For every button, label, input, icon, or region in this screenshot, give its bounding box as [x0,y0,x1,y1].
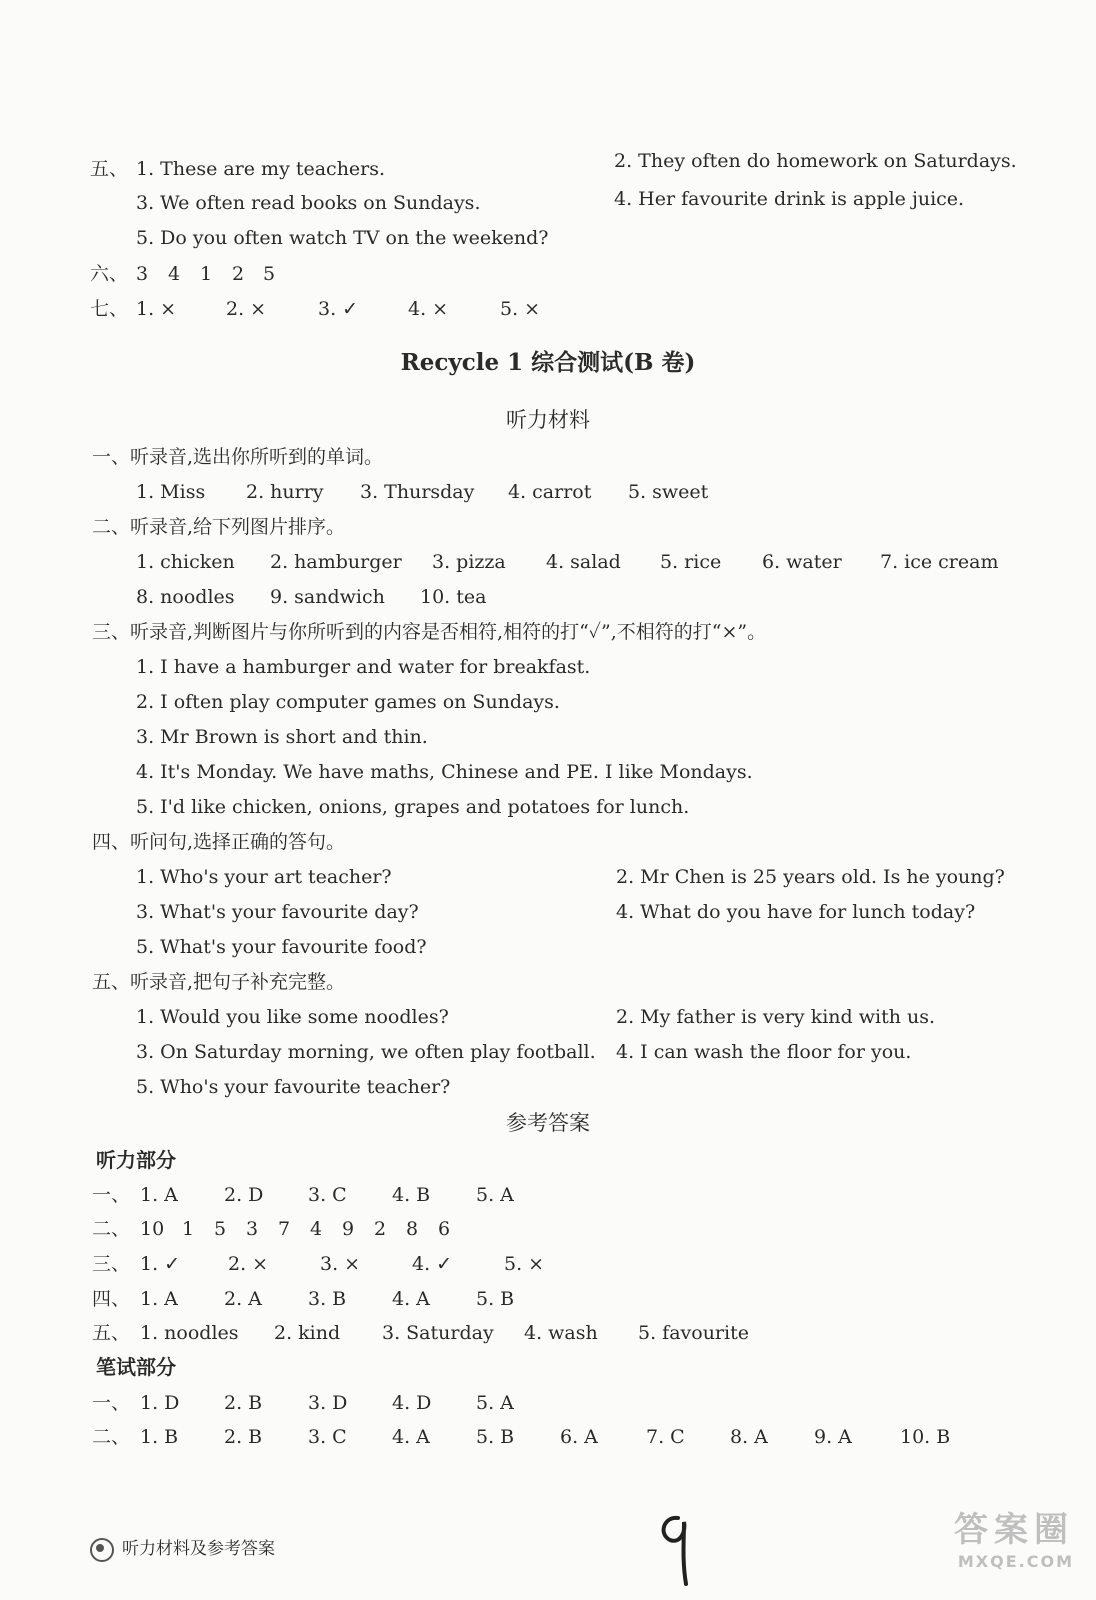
listening-answer-row-3 [0,1247,1096,1281]
answer-item: 2. kind [274,1322,341,1344]
prev-part7-item: 4. × [408,298,449,320]
answer-prefix: 一、 [92,1184,131,1206]
prev-part6-answer: 5 [263,263,276,285]
listening-heading: 听力材料 [506,408,590,432]
q5-item: 5. Who's your favourite teacher? [136,1076,451,1098]
prev-part5-item: 3. We often read books on Sundays. [136,192,481,214]
prev-part6-answer: 3 [136,263,149,285]
answer-item: 3. B [308,1288,347,1310]
answer-item: 6. A [560,1426,598,1448]
answer-prefix: 四、 [92,1288,131,1310]
q4-item: 2. Mr Chen is 25 years old. Is he young? [616,866,1005,888]
answer-item: 5. A [476,1392,514,1414]
prev-part6-answer: 2 [232,263,245,285]
answer-item: 4. D [392,1392,432,1414]
q5-item: 2. My father is very kind with us. [616,1006,936,1028]
prev-part6-prefix: 六、 [90,263,129,285]
q3-item: 2. I often play computer games on Sundays. [136,691,560,713]
footer-text: 听力材料及参考答案 [122,1539,275,1559]
q2-item: 6. water [762,551,842,573]
prev-part5-item: 1. These are my teachers. [136,158,386,180]
test-title: Recycle 1 综合测试(B 卷) [400,349,696,376]
answer-item: 3. D [308,1392,348,1414]
answer-item: 7 [278,1218,291,1240]
page-footer [90,1532,275,1566]
listening-answer-row-4 [0,1282,1096,1316]
listening-answer-row-2 [0,1212,1096,1246]
listening-answer-row-5 [0,1316,1096,1350]
answer-item: 2. B [224,1426,263,1448]
q1-item: 5. sweet [628,481,709,503]
answer-item: 4. B [392,1184,431,1206]
q3-item-row [0,685,1096,719]
answer-item: 1. noodles [140,1322,239,1344]
q3-item-row [0,755,1096,789]
prev-part5-item: 5. Do you often watch TV on the weekend? [136,227,549,249]
answer-item: 10 [140,1218,165,1240]
q4-items-row-2 [0,895,1096,929]
answer-item: 4. ✓ [412,1253,453,1275]
answers-heading: 参考答案 [506,1111,590,1135]
q5-instruction: 五、听录音,把句子补充完整。 [92,971,346,993]
prev-part7-item: 2. × [226,298,267,320]
answer-item: 1. ✓ [140,1253,181,1275]
q4-item: 1. Who's your art teacher? [136,866,392,888]
answer-item: 6 [438,1218,451,1240]
answer-item: 8. A [730,1426,768,1448]
answer-item: 1. A [140,1288,178,1310]
q2-item: 10. tea [420,586,487,608]
answer-item: 2. D [224,1184,264,1206]
answer-item: 5. × [504,1253,545,1275]
prev-part6-answer: 1 [200,263,213,285]
q2-instruction: 二、听录音,给下列图片排序。 [92,516,346,538]
q2-items-row-2 [0,580,1096,614]
q2-item: 4. salad [546,551,621,573]
answer-item: 3. C [308,1184,347,1206]
answer-item: 1. D [140,1392,180,1414]
q2-item: 2. hamburger [270,551,402,573]
prev-part7-item: 3. ✓ [318,298,359,320]
q2-item: 3. pizza [432,551,506,573]
answer-item: 9 [342,1218,355,1240]
q2-item: 8. noodles [136,586,235,608]
q4-item: 5. What's your favourite food? [136,936,427,958]
q3-item-row [0,790,1096,824]
answer-item: 5. B [476,1288,515,1310]
q4-item: 4. What do you have for lunch today? [616,901,976,923]
answer-item: 5. A [476,1184,514,1206]
handwritten-page-number [648,1500,708,1590]
answer-prefix: 一、 [92,1392,131,1414]
answer-item: 5. favourite [638,1322,749,1344]
q3-item: 1. I have a hamburger and water for breakfast. [136,656,591,678]
answer-item: 2 [374,1218,387,1240]
prev-part6-row [0,257,1096,291]
answer-item: 10. B [900,1426,951,1448]
prev-part7-prefix: 七、 [90,298,129,320]
answer-item: 3. × [320,1253,361,1275]
watermark-url: MXQE.COM [957,1552,1074,1571]
q3-item-row [0,720,1096,754]
q1-item: 2. hurry [246,481,324,503]
prev-part7-row [0,292,1096,326]
prev-part7-item: 5. × [500,298,541,320]
answer-item: 1. B [140,1426,179,1448]
written-part-label: 笔试部分 [96,1355,176,1379]
answer-item: 7. C [646,1426,685,1448]
answer-item: 1. A [140,1184,178,1206]
answer-item: 4. A [392,1426,430,1448]
prev-part5-item: 4. Her favourite drink is apple juice. [614,188,965,210]
q3-item: 3. Mr Brown is short and thin. [136,726,428,748]
prev-part5-item: 2. They often do homework on Saturdays. [614,150,1017,172]
listening-part-label: 听力部分 [96,1148,176,1172]
q1-item: 3. Thursday [360,481,475,503]
answer-item: 2. A [224,1288,262,1310]
q2-instruction-row [0,510,1096,544]
answer-item: 4 [310,1218,323,1240]
written-answer-row-1 [0,1386,1096,1420]
listening-answer-row-1 [0,1178,1096,1212]
q1-item: 4. carrot [508,481,592,503]
answer-item: 3. Saturday [382,1322,494,1344]
watermark-logo [874,1510,1074,1590]
answer-item: 4. wash [524,1322,598,1344]
q3-instruction: 三、听录音,判断图片与你所听到的内容是否相符,相符的打“✓”,不相符的打“×”。 [92,621,767,643]
q3-item: 4. It's Monday. We have maths, Chinese and PE. I like Mondays. [136,761,753,783]
q5-items-row-1 [0,1000,1096,1034]
q4-items-row-3 [0,930,1096,964]
answer-item: 1 [182,1218,195,1240]
prev-part7-item: 1. × [136,298,177,320]
q3-item-row [0,650,1096,684]
answer-item: 8 [406,1218,419,1240]
answer-item: 5 [214,1218,227,1240]
q3-item: 5. I'd like chicken, onions, grapes and potatoes for lunch. [136,796,690,818]
q1-item: 1. Miss [136,481,206,503]
q2-item: 1. chicken [136,551,235,573]
headphone-icon [90,1538,114,1562]
prev-part5-row-1 [0,152,1096,186]
q4-items-row-1 [0,860,1096,894]
prev-part5-prefix: 五、 [90,158,129,180]
q4-item: 3. What's your favourite day? [136,901,419,923]
q1-items-row [0,475,1096,509]
q4-instruction-row [0,825,1096,859]
answer-prefix: 二、 [92,1218,131,1240]
prev-part6-answer: 4 [168,263,181,285]
page-number-stroke [664,1518,686,1584]
q2-item: 7. ice cream [880,551,999,573]
prev-part5-row-3 [0,221,1096,255]
q2-item: 9. sandwich [270,586,385,608]
written-answer-row-2 [0,1420,1096,1454]
answer-item: 3 [246,1218,259,1240]
answer-item: 2. B [224,1392,263,1414]
q5-item: 1. Would you like some noodles? [136,1006,449,1028]
q5-instruction-row [0,965,1096,999]
prev-part5-row-2 [0,186,1096,220]
q5-items-row-3 [0,1070,1096,1104]
q1-instruction-row [0,440,1096,474]
answer-prefix: 二、 [92,1426,131,1448]
q3-instruction-row [0,615,1096,649]
q5-item: 4. I can wash the floor for you. [616,1041,912,1063]
q1-instruction: 一、听录音,选出你所听到的单词。 [92,446,384,468]
answer-prefix: 五、 [92,1322,131,1344]
q2-items-row-1 [0,545,1096,579]
watermark-top: 答案圈 [954,1510,1074,1550]
q5-items-row-2 [0,1035,1096,1069]
q5-item: 3. On Saturday morning, we often play football. [136,1041,596,1063]
answer-item: 4. A [392,1288,430,1310]
answer-item: 3. C [308,1426,347,1448]
answer-prefix: 三、 [92,1253,131,1275]
q2-item: 5. rice [660,551,722,573]
answer-item: 9. A [814,1426,852,1448]
answer-item: 5. B [476,1426,515,1448]
q4-instruction: 四、听问句,选择正确的答句。 [92,831,346,853]
answer-item: 2. × [228,1253,269,1275]
